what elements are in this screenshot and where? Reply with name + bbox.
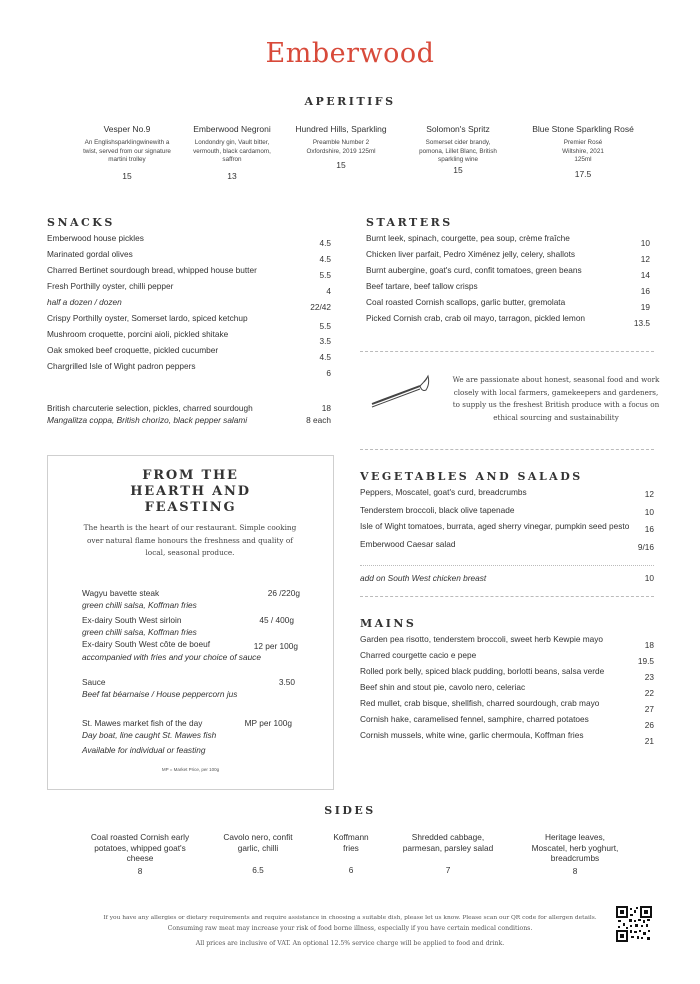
main-price: 26 xyxy=(644,720,654,730)
hearth-item-price: MP per 100g xyxy=(244,718,292,728)
starter-price: 16 xyxy=(640,286,650,296)
mains-title: MAINS xyxy=(360,617,417,630)
starters-title: STARTERS xyxy=(366,216,453,229)
hearth-item-name: St. Mawes market fish of the day xyxy=(82,718,203,728)
veg-price: 9/16 xyxy=(637,542,654,552)
aperitif-price: 15 xyxy=(122,170,132,181)
main-price: 27 xyxy=(644,704,654,714)
starter-name: Beef tartare, beef tallow crisps xyxy=(366,281,478,291)
veg-price: 10 xyxy=(644,507,654,517)
aperitif-name: Blue Stone Sparkling Rosé xyxy=(532,124,634,134)
veg-price: 12 xyxy=(644,489,654,499)
aperitifs-title: APERITIFS xyxy=(304,95,396,108)
main-price: 18 xyxy=(644,640,654,650)
side-name: Cavolo nero, confit garlic, chilli xyxy=(223,832,293,853)
footer xyxy=(70,912,630,949)
hearth-item-price: 26 /220g xyxy=(267,588,300,598)
main-name: Beef shin and stout pie, cavolo nero, celeriac xyxy=(360,682,526,692)
hearth-item-price: 3.50 xyxy=(278,677,295,687)
side-item xyxy=(520,832,630,876)
main-price: 21 xyxy=(644,736,654,746)
aperitif-desc: An Englishsparklingwinewith a twist, served from our signature martini trolley xyxy=(83,139,171,163)
snack-price: 4.5 xyxy=(319,254,331,264)
starter-price: 12 xyxy=(640,254,650,264)
snack-name: Crispy Porthilly oyster, Somerset lardo, spiced ketchup xyxy=(47,313,248,323)
snacks-title: SNACKS xyxy=(47,216,115,229)
aperitif-item xyxy=(523,124,643,179)
aperitif-price: 17.5 xyxy=(574,168,592,179)
snack-price: 4.5 xyxy=(319,352,331,362)
side-name: Heritage leaves, Moscatel, herb yoghurt, breadcrumbs xyxy=(531,832,619,863)
hearth-title-line: FEASTING xyxy=(144,500,237,515)
snack-name: Oak smoked beef croquette, pickled cucumber xyxy=(47,345,219,355)
side-price: 6.5 xyxy=(252,865,264,875)
snack-name: Mushroom croquette, porcini aioli, pickled shitake xyxy=(47,329,229,339)
hearth-intro: The hearth is the heart of our restaurant. Simple cooking over natural flame honours the freshness and quality of local, seasonal produce. xyxy=(83,523,297,557)
footer-allergy: If you have any allergies or dietary requirements and require assistance in choosing a suitable dish, please let us know. Please scan our QR code for allergen details. xyxy=(103,914,597,921)
veg-name: Peppers, Moscatel, goat's curd, breadcrumbs xyxy=(360,487,527,497)
aperitif-item xyxy=(177,124,287,181)
hearth-item-price: 12 per 100g xyxy=(253,641,298,651)
aperitif-desc: Premier Rosé Wiltshire, 2021 125ml xyxy=(562,139,604,163)
hearth-item-sub: Available for individual or feasting xyxy=(82,745,206,755)
sides-title: SIDES xyxy=(324,804,376,817)
side-price: 8 xyxy=(572,865,578,876)
hearth-item-name: Sauce xyxy=(82,677,106,687)
hearth-item-sub: Beef fat béarnaise / House peppercorn jus xyxy=(82,689,238,699)
snack-price: 3.5 xyxy=(319,336,331,346)
aperitif-name: Solomon's Spritz xyxy=(426,124,490,134)
starter-name: Picked Cornish crab, crab oil mayo, tarragon, pickled lemon xyxy=(366,313,586,323)
side-price: 6 xyxy=(348,865,354,875)
aperitif-desc: Londondry gin, Vault bitter, vermouth, black cardamom, saffron xyxy=(193,139,271,163)
starter-name: Burnt leek, spinach, courgette, pea soup, crème fraîche xyxy=(366,233,570,243)
snack-price: 5.5 xyxy=(319,321,331,331)
charcuterie-sub: Mangalitza coppa, British chorizo, black pepper salami xyxy=(47,415,248,425)
side-item xyxy=(393,832,503,876)
main-name: Red mullet, crab bisque, shellfish, charred sourdough, crab mayo xyxy=(360,698,600,708)
side-name: Shredded cabbage, parmesan, parsley salad xyxy=(402,832,494,853)
aperitif-item xyxy=(403,124,513,175)
footer-vat: All prices are inclusive of VAT. An optional 12.5% service charge will be applied to food and drink. xyxy=(195,940,505,947)
side-price: 7 xyxy=(445,865,451,875)
hearth-item-sub: Day boat, line caught St. Mawes fish xyxy=(82,730,217,740)
charcuterie-sub-price: 8 each xyxy=(306,415,331,425)
main-name: Charred courgette cacio e pepe xyxy=(360,650,477,660)
aperitif-item xyxy=(72,124,182,181)
veg-name: Emberwood Caesar salad xyxy=(360,539,456,549)
charcuterie-name: British charcuterie selection, pickles, charred sourdough xyxy=(47,403,253,413)
snack-price: 4 xyxy=(326,286,331,296)
starter-price: 14 xyxy=(640,270,650,280)
main-name: Rolled pork belly, spiced black pudding, borlotti beans, salsa verde xyxy=(360,666,605,676)
hearth-item-sub: accompanied with fries and your choice of sauce xyxy=(82,652,261,662)
main-name: Cornish mussels, white wine, garlic chermoula, Koffman fries xyxy=(360,730,584,740)
snack-name: Emberwood house pickles xyxy=(47,233,144,243)
hearth-title-line: FROM THE xyxy=(142,468,239,483)
snack-name: half a dozen / dozen xyxy=(47,297,122,307)
footer-raw: Consuming raw meat may increase your risk of food borne illness, especially if you have certain medical conditions. xyxy=(167,925,533,932)
aperitif-desc: Preamble Number 2 Oxfordshire, 2019 125ml xyxy=(306,139,376,155)
starter-name: Burnt aubergine, goat's curd, confit tomatoes, green beans xyxy=(366,265,582,275)
divider xyxy=(360,596,654,597)
snack-name: Fresh Porthilly oyster, chilli pepper xyxy=(47,281,174,291)
main-price: 19.5 xyxy=(637,656,654,666)
aperitif-name: Emberwood Negroni xyxy=(193,124,271,134)
aperitif-item xyxy=(286,124,396,170)
snack-name: Charred Bertinet sourdough bread, whipped house butter xyxy=(47,265,257,275)
main-price: 22 xyxy=(644,688,654,698)
divider xyxy=(360,351,654,352)
starter-price: 19 xyxy=(640,302,650,312)
brand-logo: Emberwood xyxy=(265,38,435,69)
veg-name: Tenderstem broccoli, black olive tapenade xyxy=(360,505,515,515)
side-item xyxy=(85,832,195,876)
starter-name: Chicken liver parfait, Pedro Ximénez jelly, celery, shallots xyxy=(366,249,576,259)
aperitif-price: 15 xyxy=(453,164,463,175)
qr-code[interactable] xyxy=(616,906,652,942)
side-name: Coal roasted Cornish early potatoes, whipped goat's cheese xyxy=(90,832,190,863)
fork-flame-icon xyxy=(368,374,438,410)
snack-name: Chargrilled Isle of Wight padron peppers xyxy=(47,361,196,371)
side-name: Koffmann fries xyxy=(333,832,369,853)
snack-price: 6 xyxy=(326,368,331,378)
vegetables-title: VEGETABLES AND SALADS xyxy=(360,470,583,483)
veg-addon-name: add on South West chicken breast xyxy=(360,573,487,583)
starter-name: Coal roasted Cornish scallops, garlic butter, gremolata xyxy=(366,297,566,307)
veg-price: 16 xyxy=(644,524,654,534)
hearth-item-name: Ex-dairy South West côte de boeuf xyxy=(82,639,211,649)
hearth-title xyxy=(47,468,334,516)
starter-price: 10 xyxy=(640,238,650,248)
divider xyxy=(360,449,654,450)
snack-price: 22/42 xyxy=(310,302,331,312)
aperitif-desc: Somerset cider brandy, pomona, Lillet Blanc, British sparkling wine xyxy=(419,139,497,163)
snack-price: 4.5 xyxy=(319,238,331,248)
main-name: Garden pea risotto, tenderstem broccoli, sweet herb Kewpie mayo xyxy=(360,634,604,644)
hearth-note: MP = Market Price, per 100g xyxy=(161,767,220,772)
veg-name: Isle of Wight tomatoes, burrata, aged sherry vinegar, pumpkin seed pesto xyxy=(360,521,630,531)
hearth-item-name: Ex-dairy South West sirloin xyxy=(82,615,182,625)
side-price: 8 xyxy=(137,865,143,876)
main-name: Cornish hake, caramelised fennel, samphire, charred potatoes xyxy=(360,714,589,724)
ethos-statement: We are passionate about honest, seasonal food and work closely with local farmers, gamekeepers and gardeners, to supply us the freshest British produce with a focus on ethical sourcing and sustainability xyxy=(452,375,660,422)
main-price: 23 xyxy=(644,672,654,682)
hearth-item-sub: green chilli salsa, Koffman fries xyxy=(82,627,197,637)
snack-name: Marinated gordal olives xyxy=(47,249,133,259)
starter-price: 13.5 xyxy=(633,318,650,328)
snack-price: 5.5 xyxy=(319,270,331,280)
hearth-item-name: Wagyu bavette steak xyxy=(82,588,160,598)
side-item xyxy=(296,832,406,876)
veg-addon-price: 10 xyxy=(644,573,654,583)
aperitif-name: Vesper No.9 xyxy=(103,124,151,134)
charcuterie-price: 18 xyxy=(321,403,331,413)
hearth-title-line: HEARTH AND xyxy=(130,484,251,499)
aperitif-name: Hundred Hills, Sparkling xyxy=(295,124,387,134)
hearth-item-sub: green chilli salsa, Koffman fries xyxy=(82,600,197,610)
hearth-item-price: 45 / 400g xyxy=(259,615,294,625)
aperitif-price: 13 xyxy=(227,170,237,181)
divider xyxy=(360,565,654,566)
aperitif-price: 15 xyxy=(336,160,346,170)
